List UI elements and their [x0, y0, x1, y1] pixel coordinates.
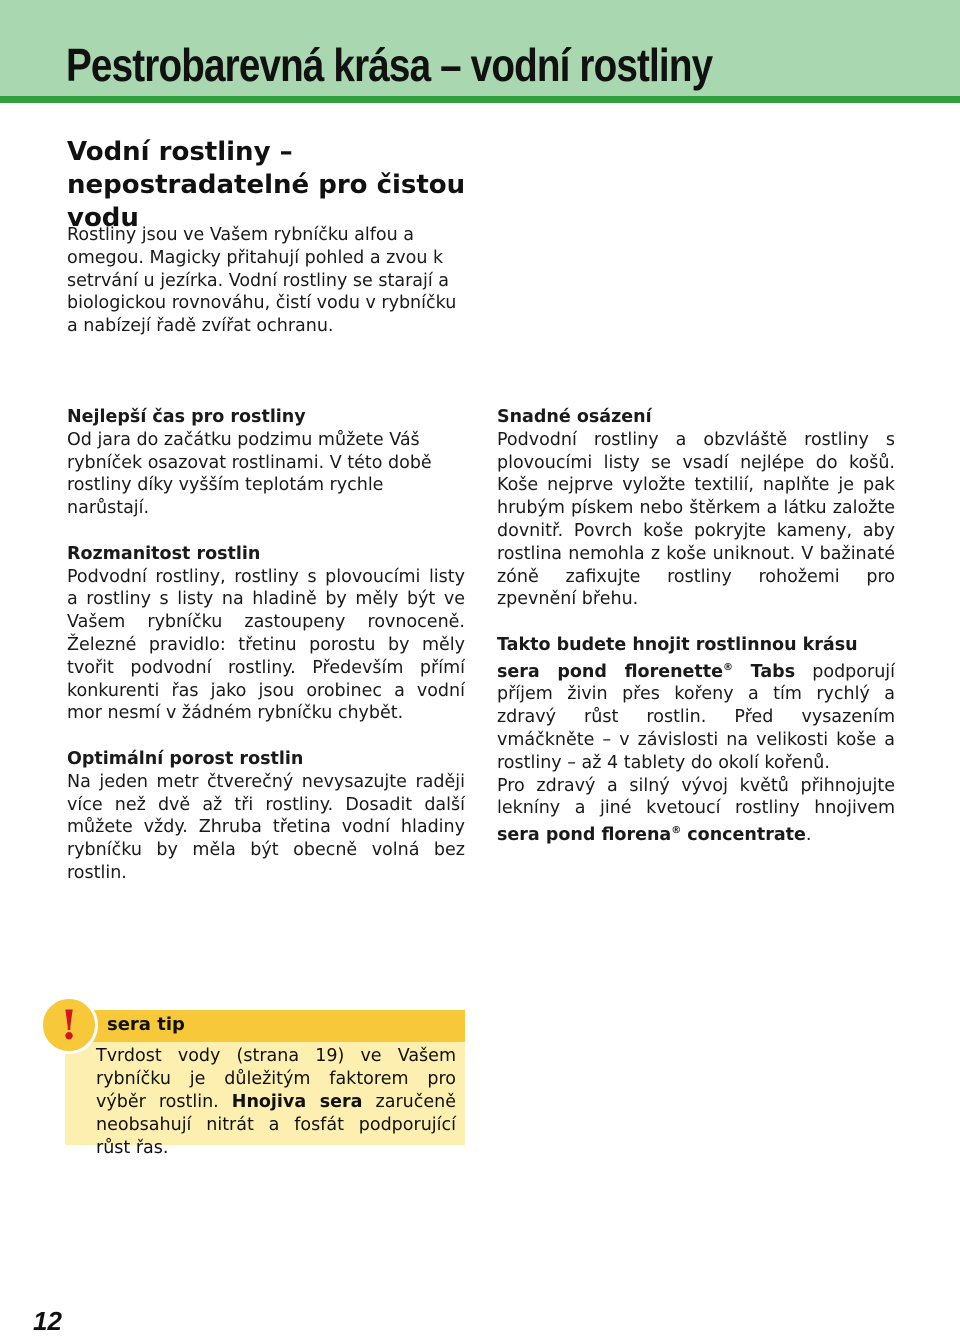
- section-text: Od jara do začátku podzimu můžete Váš rybníček osazovat rostlinami. V této době rostliny díky vyšším teplotám rychle narůstají.: [67, 429, 432, 519]
- header-divider: [0, 96, 960, 103]
- section-fertilizing: [497, 634, 895, 847]
- section-plant-variety: [67, 543, 465, 725]
- right-column: [497, 406, 895, 870]
- product-name-suffix: concentrate: [681, 825, 806, 845]
- section-text: [497, 775, 895, 847]
- section-text: [497, 657, 895, 775]
- registered-mark: ®: [671, 825, 682, 837]
- tip-box: [65, 1010, 465, 1158]
- section-title: Takto budete hnojit rostlinnou krásu: [497, 634, 858, 655]
- tip-text: [96, 1045, 456, 1160]
- section-title: Optimální porost rostlin: [67, 748, 304, 769]
- product-name-suffix: Tabs: [733, 661, 796, 682]
- intro-text: Rostliny jsou ve Vašem rybníčku alfou a omegou. Magicky přitahují pohled a zvou k setrvání u jezírka. Vodní rostliny se starají a biologickou rovnováhu, čistí vodu v rybníčku a nabízejí řadě zvířat ochranu.: [67, 225, 457, 337]
- section-text: Podvodní rostliny, rostliny s plovoucími listy a rostliny s listy na hladině by měly být ve Vašem rybníčku zastoupeny rovnoceně. Železné pravidlo: třetinu porostu by měly tvořit podvodní rostliny. Především přímí konkurenti řas jako jsou orobinec a vodní mor nesmí v žádném rybníčku chybět.: [67, 566, 465, 724]
- registered-mark: ®: [723, 661, 734, 673]
- section-title: Rozmanitost rostlin: [67, 543, 261, 564]
- section-easy-planting: [497, 406, 895, 611]
- tip-title: sera tip: [107, 1014, 185, 1035]
- intro-paragraph: [67, 224, 465, 338]
- page-title: Pestrobarevná krása – vodní rostliny: [66, 39, 713, 91]
- tip-text-part: Tvrdost vody (strana 19) ve Vašem rybníčku je důležitým faktorem pro výběr rostlin.: [96, 1046, 456, 1112]
- product-name: sera pond florenette: [497, 661, 724, 682]
- section-text-part: podporují příjem živin přes kořeny a tím rychlý a zdravý růst rostlin. Před vysazením vmáčkněte – v závislosti na velikosti koše a rostliny – až 4 tablety do okolí kořenů.: [497, 661, 896, 773]
- section-title: Nejlepší čas pro rostliny: [67, 407, 306, 427]
- left-column: [67, 406, 465, 908]
- page-number: 12: [33, 1306, 62, 1336]
- section-text: Na jeden metr čtverečný nevysazujte raději více než dvě až tři rostliny. Dosadit další můžete vždy. Zhruba třetina vodní hladiny rybníčku by měla být obecně volná bez rostlin.: [67, 771, 465, 883]
- section-text: Podvodní rostliny a obzvláště rostliny s plovoucími listy se vsadí nejlépe do košů. Koše nejprve vyložte textilií, naplňte je pak hrubým pískem nebo štěrkem a látku založte dovnitř. Povrch koše pokryjte kameny, aby rostlina nemohla z koše uniknout. V bažinaté zóně zafixujte rostliny rohožemi pro zpevnění břehu.: [497, 429, 895, 610]
- exclamation-icon: [40, 996, 98, 1054]
- intro-heading: Vodní rostliny – nepostradatelné pro čistou vodu: [67, 137, 466, 233]
- exclamation-mark-icon: !: [60, 1002, 78, 1049]
- tip-text-part: zaručeně neobsahují nitrát a fosfát podporující růst řas.: [96, 1092, 456, 1158]
- product-name: sera pond florena: [497, 825, 672, 845]
- section-text-part: Pro zdravý a silný vývoj květů přihnojujte lekníny a jiné kvetoucí rostliny hnojivem: [497, 775, 895, 819]
- section-title: Snadné osázení: [497, 407, 652, 427]
- section-optimal-growth: [67, 748, 465, 885]
- section-best-time: [67, 406, 465, 520]
- section-text-part: .: [805, 825, 812, 845]
- tip-text-bold: Hnojiva sera: [231, 1092, 363, 1112]
